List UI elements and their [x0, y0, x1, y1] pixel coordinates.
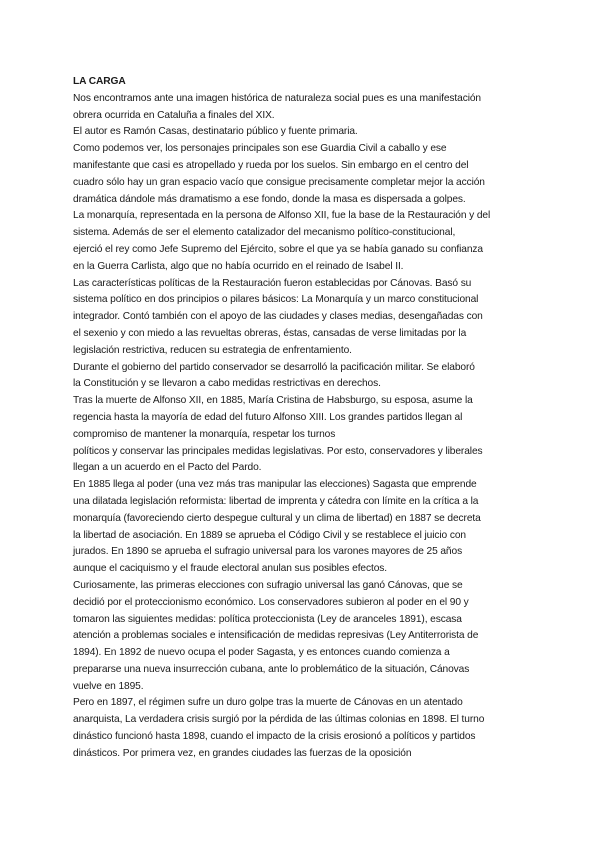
text-line: La monarquía, representada en la persona de Alfonso XII, fue la base de la Restauración y del [73, 210, 491, 222]
text-line: legislación restrictiva, reducen su estrategia de enfrentamiento. [73, 344, 352, 356]
text-line: compromiso de mantener la monarquía, respetar los turnos [73, 428, 336, 440]
text-line: dinásticos. Por primera vez, en grandes ciudades las fuerzas de la oposición [73, 747, 412, 759]
text-line: Nos encontramos ante una imagen histórica de naturaleza social pues es una manifestación [73, 92, 482, 104]
text-line: una dilatada legislación reformista: libertad de imprenta y cátedra con límite en la crítica a la [73, 495, 479, 507]
text-line: jurados. En 1890 se aprueba el sufragio universal para los varones mayores de 25 años [73, 546, 463, 558]
text-line: monarquía (favoreciendo cierto despegue cultural y un clima de libertad) en 1887 se decreta [73, 512, 481, 524]
text-line: prepararse una nueva insurrección cubana, ante lo problemático de la situación, Cánovas [73, 663, 470, 675]
text-line: aunque el caciquismo y el fraude electoral anulan sus posibles efectos. [73, 563, 388, 575]
document-title: LA CARGA [73, 76, 126, 87]
document-body [73, 74, 535, 763]
text-line: En 1885 llega al poder (una vez más tras manipular las elecciones) Sagasta que emprende [73, 479, 477, 491]
text-line: obrera ocurrida en Cataluña a finales del XIX. [73, 109, 275, 121]
text-line: manifestante que casi es atropellado y rueda por los suelos. Sin embargo en el centro del [73, 159, 469, 171]
text-line: en la Guerra Carlista, algo que no había ocurrido en el reinado de Isabel II. [73, 260, 404, 272]
text-line: integrador. Contó también con el apoyo de las ciudades y clases medias, desengañadas con [73, 311, 483, 323]
text-line: políticos y conservar las principales medidas legislativas. Por esto, conservadores y liberales [73, 445, 483, 457]
text-line: cuadro sólo hay un gran espacio vacío que consigue precisamente completar mejor la acción [73, 176, 485, 188]
text-line: Curiosamente, las primeras elecciones con sufragio universal las ganó Cánovas, que se [73, 579, 463, 591]
text-line: tomaron las siguientes medidas: política proteccionista (Ley de aranceles 1891), escasa [73, 613, 462, 625]
text-line: 1894). En 1892 de nuevo ocupa el poder Sagasta, y es entonces cuando comienza a [73, 647, 450, 659]
text-line: la Constitución y se llevaron a cabo medidas restrictivas en derechos. [73, 378, 381, 390]
text-line: llegan a un acuerdo en el Pacto del Pardo. [73, 462, 262, 474]
text-line: vuelve en 1895. [73, 680, 144, 692]
text-line: sistema político en dos principios o pilares básicos: La Monarquía y un marco constitucional [73, 294, 479, 306]
text-line: decidió por el proteccionismo económico. Los conservadores subieron al poder en el 90 y [73, 596, 469, 608]
text-line: El autor es Ramón Casas, destinatario público y fuente primaria. [73, 126, 358, 138]
text-line: Como podemos ver, los personajes principales son ese Guardia Civil a caballo y ese [73, 143, 447, 155]
text-line: Pero en 1897, el régimen sufre un duro golpe tras la muerte de Cánovas en un atentado [73, 697, 463, 709]
text-line: atención a problemas sociales e intensificación de medidas represivas (Ley Antiterrorista de [73, 630, 479, 642]
text-line: Las características políticas de la Restauración fueron establecidas por Cánovas. Basó su [73, 277, 472, 289]
text-line: el sexenio y con miedo a las revueltas obreras, éstas, cansadas de verse limitadas por la [73, 327, 467, 339]
text-line: anarquista, La verdadera crisis surgió por la pérdida de las últimas colonias en 1898. El turno [73, 714, 485, 726]
text-line: Tras la muerte de Alfonso XII, en 1885, María Cristina de Habsburgo, su esposa, asume la [73, 395, 473, 407]
text-line: la libertad de asociación. En 1889 se aprueba el Código Civil y se restablece el juicio con [73, 529, 466, 541]
text-line: regencia hasta la mayoría de edad del futuro Alfonso XIII. Los grandes partidos llegan al [73, 411, 463, 423]
text-line: sistema. Además de ser el elemento catalizador del mecanismo político-constitucional, [73, 227, 456, 239]
text-line: dinástico funcionó hasta 1898, cuando el impacto de la crisis erosionó a políticos y partidos [73, 731, 476, 743]
text-line: Durante el gobierno del partido conservador se desarrolló la pacificación militar. Se elaboró [73, 361, 475, 373]
text-line: dramática dándole más dramatismo a ese fondo, donde la masa es dispersada a golpes. [73, 193, 466, 205]
text-line: ejerció el rey como Jefe Supremo del Ejército, sobre el que ya se había ganado su confianza [73, 243, 483, 255]
